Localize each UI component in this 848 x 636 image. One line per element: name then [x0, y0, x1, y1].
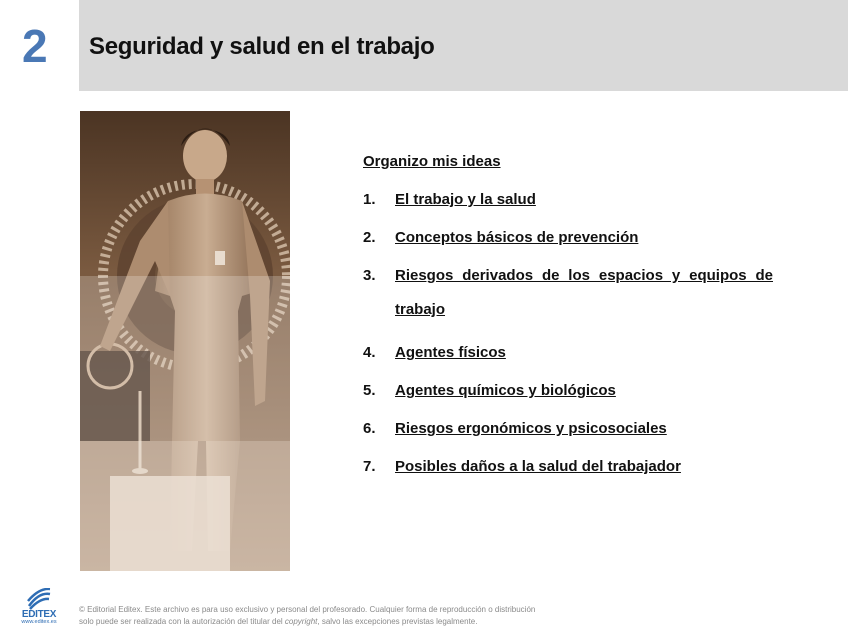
- idea-number: 2.: [363, 229, 376, 246]
- logo-text: EDITEX: [21, 609, 57, 620]
- idea-item-2: [363, 226, 773, 250]
- editex-logo-icon: [14, 588, 64, 610]
- idea-link-danos-salud[interactable]: Posibles daños a la salud del trabajador: [395, 458, 681, 475]
- idea-link-conceptos-prevencion[interactable]: Conceptos básicos de prevención: [395, 229, 639, 246]
- copyright-line-2-start: solo puede ser realizada con la autorización del titular del: [79, 617, 285, 626]
- idea-item-3: [363, 264, 773, 327]
- idea-number: 4.: [363, 344, 376, 361]
- idea-number: 7.: [363, 458, 376, 475]
- chapter-number: 2: [22, 20, 48, 72]
- editex-logo: [14, 588, 64, 628]
- idea-number: 3.: [363, 267, 376, 284]
- idea-link-agentes-quimicos[interactable]: Agentes químicos y biológicos: [395, 382, 616, 399]
- idea-link-agentes-fisicos[interactable]: Agentes físicos: [395, 344, 506, 361]
- idea-link-riesgos-ergonomicos[interactable]: Riesgos ergonómicos y psicosociales: [395, 420, 667, 437]
- page-title: Seguridad y salud en el trabajo: [89, 33, 435, 60]
- idea-number: 5.: [363, 382, 376, 399]
- ideas-panel: [363, 150, 773, 493]
- idea-item-4: [363, 341, 773, 365]
- idea-item-6: [363, 417, 773, 441]
- idea-item-5: [363, 379, 773, 403]
- copyright-line-1: © Editorial Editex. Este archivo es para uso exclusivo y personal del profesorado. Cualquier forma de reproducción o distribución: [79, 605, 536, 614]
- idea-item-1: [363, 188, 773, 212]
- copyright-line-2-end: , salvo las excepciones previstas legalmente.: [317, 617, 478, 626]
- logo-url: www.editex.es: [21, 619, 57, 625]
- copyright-word: copyright: [284, 617, 318, 626]
- idea-link-trabajo-salud[interactable]: El trabajo y la salud: [395, 191, 536, 208]
- ideas-heading: Organizo mis ideas: [363, 153, 501, 170]
- worker-photo: [80, 111, 290, 571]
- idea-number: 1.: [363, 191, 376, 208]
- copyright-notice: [79, 604, 599, 628]
- copyright-line-2: [79, 616, 599, 628]
- idea-link-riesgos-espacios[interactable]: Riesgos derivados de los espacios y equipos de trabajo: [395, 267, 773, 318]
- idea-item-7: [363, 455, 773, 479]
- idea-number: 6.: [363, 420, 376, 437]
